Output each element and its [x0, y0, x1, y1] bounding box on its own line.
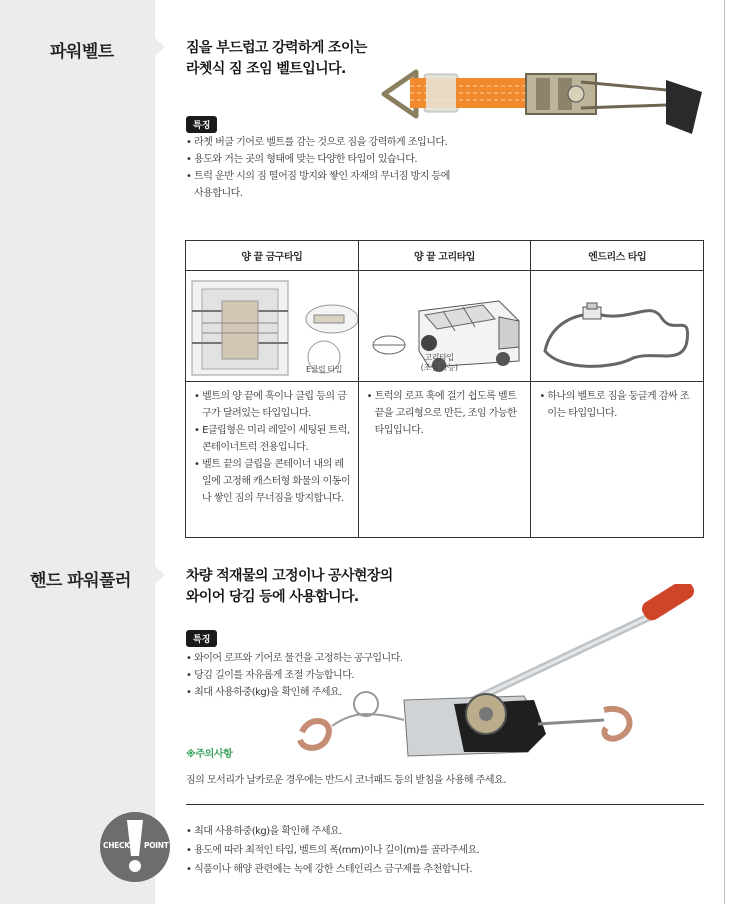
list-item: • 용도에 따라 최적인 타입, 벨트의 폭(mm)이나 길이(m)를 골라주세요. — [186, 841, 706, 860]
desc-list-metal — [194, 388, 352, 507]
table-text-row — [186, 382, 704, 538]
page-border — [724, 0, 725, 904]
belt-types-table — [185, 240, 704, 538]
image-cell-endless — [531, 271, 704, 382]
hook-type-label-line1: 고리타입 — [424, 353, 454, 362]
header-hook-type: 양 끝 고리타입 — [358, 241, 531, 271]
section2-headline-line1: 차량 적재물의 고정이나 공사현장의 — [186, 568, 393, 584]
header-metal-type: 양 끝 금구타입 — [186, 241, 359, 271]
section1-feature-list — [186, 134, 456, 202]
check-label: CHECK — [103, 841, 130, 850]
point-label: POINT — [144, 841, 169, 850]
list-item: • 최대 사용하중(kg)을 확인해 주세요. — [186, 684, 466, 701]
section2-headline-line2: 와이어 당김 등에 사용합니다. — [186, 589, 359, 605]
section1-headline-line1: 짐을 부드럽고 강력하게 조이는 — [186, 40, 367, 56]
divider — [186, 804, 704, 805]
sidebar — [0, 0, 155, 904]
list-item: • 식품이나 해양 관련에는 녹에 강한 스테인리스 금구제를 추천합니다. — [186, 860, 706, 879]
list-item: • 벨트 끝의 클립을 콘테이너 내의 레일에 고정해 캐스터형 화물의 이동이나 쌓인 짐의 무너짐을 방지합니다. — [194, 456, 352, 507]
desc-list-endless — [539, 388, 697, 422]
list-item: • 라쳇 버클 기어로 벨트를 감는 것으로 짐을 강력하게 조입니다. — [186, 134, 456, 151]
section1-feature-badge: 특징 — [186, 116, 217, 133]
e-clip-label: E클립 타입 — [306, 365, 343, 374]
desc-cell-metal — [186, 382, 359, 538]
list-item: • 와이어 로프와 기어로 물건을 고정하는 공구입니다. — [186, 650, 466, 667]
list-item: • 하나의 벨트로 짐을 둥글게 감싸 조이는 타입입니다. — [539, 388, 697, 422]
desc-cell-hook — [358, 382, 531, 538]
ratchet-belt-image — [376, 64, 718, 134]
section2-feature-list — [186, 650, 466, 701]
list-item: • 벨트의 양 끝에 훅이나 클립 등의 금구가 달려있는 타입입니다. — [194, 388, 352, 422]
section-title-power-belt: 파워벨트 — [50, 42, 114, 62]
hook-type-label — [421, 353, 458, 373]
sidebar-notch-1 — [155, 38, 165, 56]
caution-title: ※주의사항 — [186, 749, 233, 760]
table-image-row — [186, 271, 704, 382]
list-item: • 최대 사용하중(kg)을 확인해 주세요. — [186, 822, 706, 841]
list-item: • 트럭 운반 시의 짐 떨어짐 방지와 쌓인 자재의 무너짐 방지 등에 사용합니다. — [186, 168, 456, 202]
section1-headline — [186, 38, 367, 80]
image-cell-metal — [186, 271, 359, 382]
list-item: • 트럭의 로프 훅에 걸기 쉽도록 벨트 끝을 고리형으로 만든, 조임 가능한 타입입니다. — [367, 388, 525, 439]
list-item: • 용도와 거는 곳의 형태에 맞는 다양한 타입이 있습니다. — [186, 151, 456, 168]
endless-belt-image — [531, 271, 703, 381]
list-item: • E클립형은 미리 레일이 세팅된 트럭, 콘테이너트럭 전용입니다. — [194, 422, 352, 456]
image-cell-hook — [358, 271, 531, 382]
hook-type-label-line2: (조임 가능) — [420, 363, 458, 372]
table-header-row — [186, 241, 704, 271]
caution-text: 짐의 모서리가 날카로운 경우에는 반드시 코너패드 등의 받침을 사용해 주세요. — [186, 775, 506, 786]
header-endless-type: 엔드리스 타입 — [531, 241, 704, 271]
section1-headline-line2: 라쳇식 짐 조임 벨트입니다. — [186, 61, 346, 77]
desc-cell-endless — [531, 382, 704, 538]
check-point-list — [186, 822, 706, 879]
desc-list-hook — [367, 388, 525, 439]
section-title-hand-puller: 핸드 파워풀러 — [30, 571, 131, 591]
list-item: • 당김 길이를 자유롭게 조절 가능합니다. — [186, 667, 466, 684]
section2-feature-badge: 특징 — [186, 630, 217, 647]
sidebar-notch-2 — [155, 566, 165, 584]
